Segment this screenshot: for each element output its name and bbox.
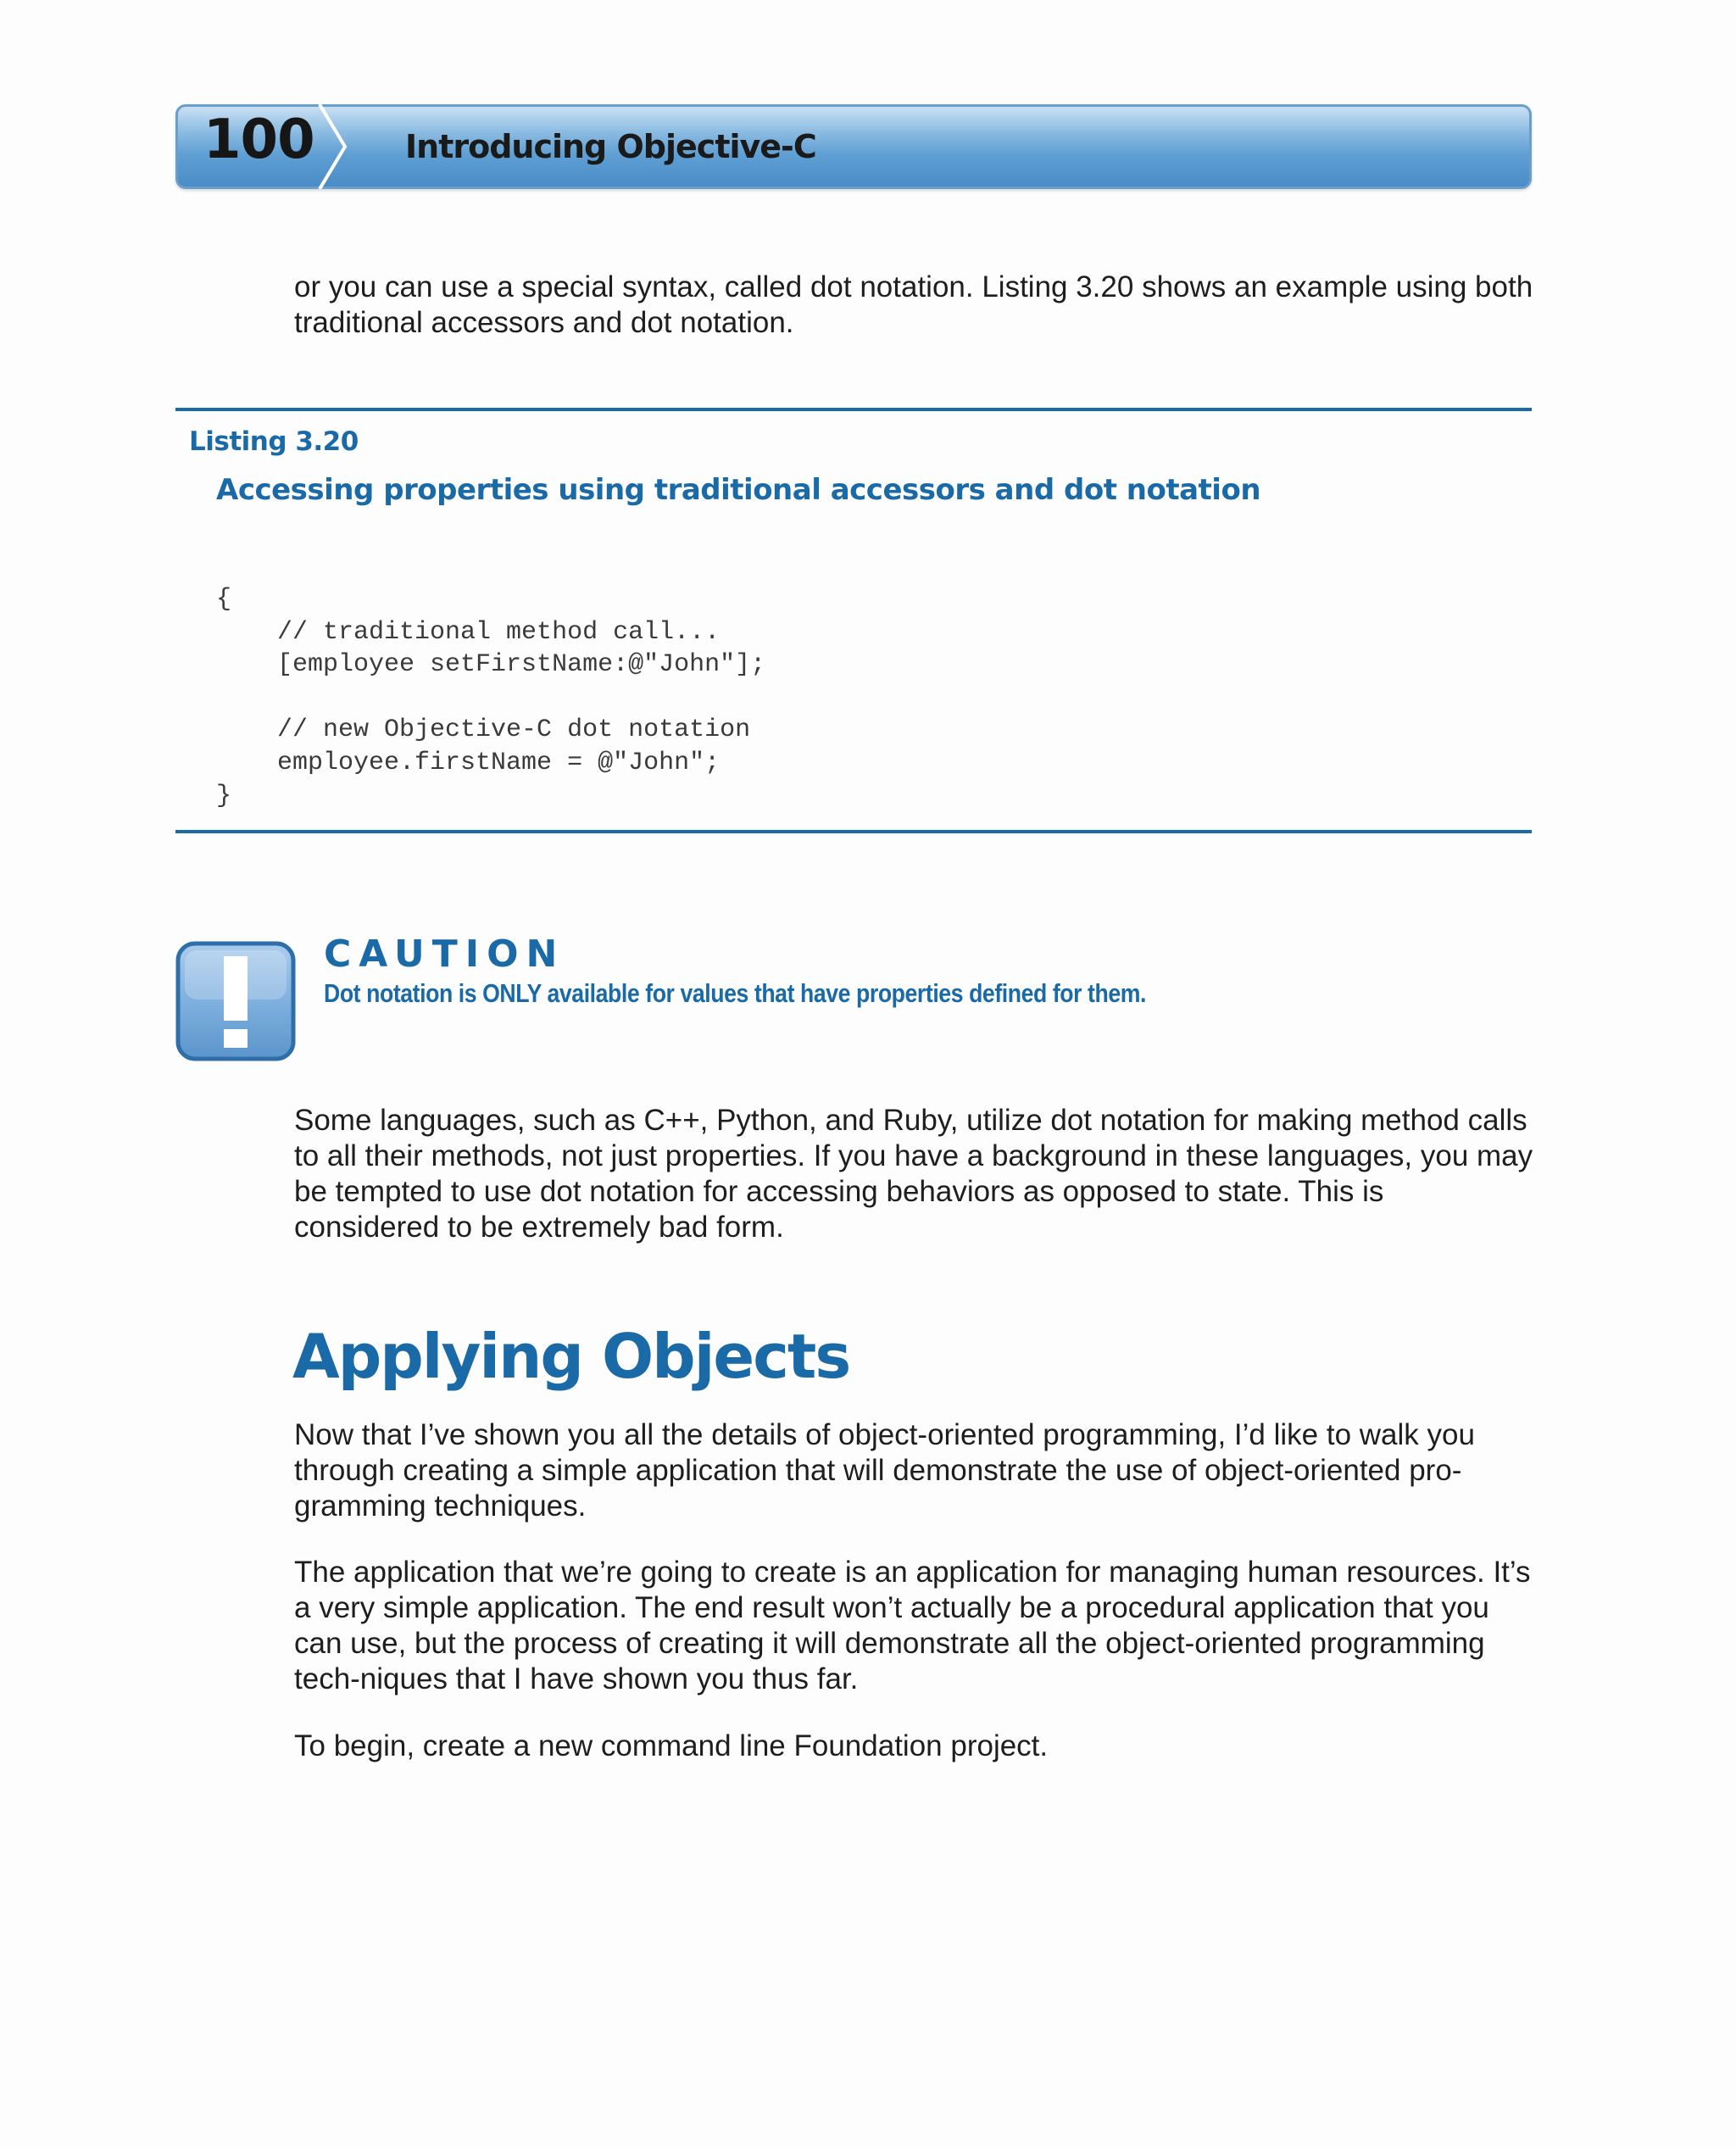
code-line: // traditional method call... xyxy=(216,617,721,647)
code-line: [employee setFirstName:@"John"]; xyxy=(216,650,766,680)
listing-top-rule xyxy=(175,408,1532,411)
exclamation-icon xyxy=(175,941,296,1061)
application-paragraph: The application that we’re going to create is an application for managing human resources. It’s a very simple application. The end result won’t actually be a procedural application that you can use, but the process of creating it will demonstrate all the object-oriented programming tech-niques that I have shown you thus far. xyxy=(294,1556,1531,1695)
caution-text: Dot notation is ONLY available for values that have properties defined for them. xyxy=(324,978,1147,1008)
listing-bottom-rule xyxy=(175,830,1532,833)
page-number: 100 xyxy=(203,109,314,171)
chapter-title: Introducing Objective-C xyxy=(405,128,816,165)
chevron-divider-icon xyxy=(316,104,350,189)
code-block xyxy=(216,583,765,812)
code-line xyxy=(216,682,765,715)
code-line: { xyxy=(216,585,232,614)
code-line: // new Objective-C dot notation xyxy=(216,715,751,745)
listing-title: Accessing properties using traditional accessors and dot notation xyxy=(216,473,1261,507)
chapter-header-bar xyxy=(175,104,1532,189)
listing-label: Listing 3.20 xyxy=(189,426,359,457)
to-begin-paragraph: To begin, create a new command line Foundation project. xyxy=(294,1729,1049,1762)
intro-paragraph: or you can use a special syntax, called dot notation. Listing 3.20 shows an example using both traditional accessors and dot notation. xyxy=(294,270,1533,339)
now-that-paragraph: Now that I’ve shown you all the details of object-oriented programming, I’d like to walk you through creating a simple application that will demonstrate the use of object-oriented pro-gramming techniques. xyxy=(294,1418,1475,1523)
caution-heading: CAUTION xyxy=(324,933,565,976)
code-line: employee.firstName = @"John"; xyxy=(216,748,721,777)
languages-paragraph: Some languages, such as C++, Python, and Ruby, utilize dot notation for making method calls to all their methods, not just properties. If you have a background in these languages, you may be tempted to use dot notation for accessing behaviors as opposed to state. This is considered to be extremely bad form. xyxy=(294,1104,1533,1244)
code-line: } xyxy=(216,781,232,810)
section-heading: Applying Objects xyxy=(292,1321,850,1392)
